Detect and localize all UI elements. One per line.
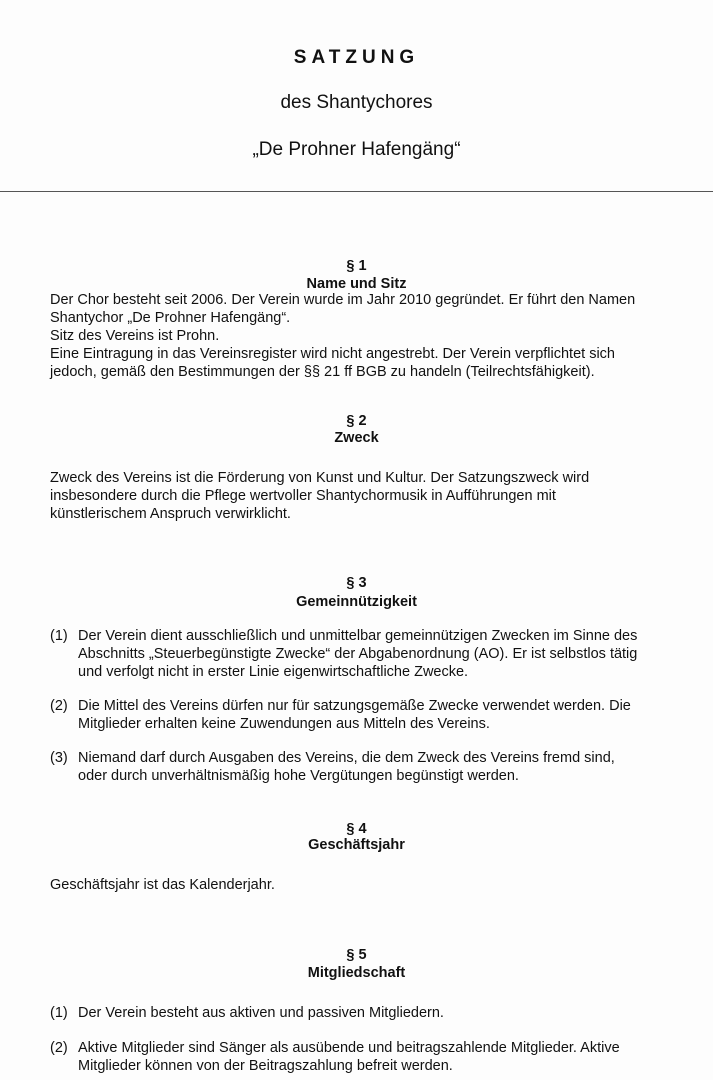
section-2-heading: Zweck (334, 430, 379, 446)
text-line: jedoch, gemäß den Bestimmungen der §§ 21 ff BGB zu handeln (Teilrechtsfähigkeit). (50, 364, 595, 380)
section-1-text (50, 291, 690, 381)
item-number: (1) (50, 1005, 68, 1021)
section-3-item-2 (50, 697, 690, 733)
text-line: Shantychor „De Prohner Hafengäng“. (50, 310, 291, 326)
section-2-number: § 2 (346, 413, 367, 429)
text-line: Zweck des Vereins ist die Förderung von Kunst und Kultur. Der Satzungszweck wird (50, 470, 590, 486)
document-subtitle: des Shantychores (280, 92, 433, 113)
text-line: Der Chor besteht seit 2006. Der Verein wurde im Jahr 2010 gegründet. Er führt den Namen (50, 292, 636, 308)
text-line: künstlerischem Anspruch verwirklicht. (50, 506, 291, 522)
section-1-heading: Name und Sitz (306, 276, 407, 292)
text-line: insbesondere durch die Pflege wertvoller Shantychormusik in Aufführungen mit (50, 488, 556, 504)
section-3-item-3 (50, 749, 690, 785)
section-5-number: § 5 (346, 947, 367, 963)
text-line: Mitglieder erhalten keine Zuwendungen aus Mitteln des Vereins. (78, 716, 490, 732)
text-line: Sitz des Vereins ist Prohn. (50, 328, 220, 344)
choir-name: „De Prohner Hafengäng“ (252, 139, 461, 160)
text-line: Mitglieder können von der Beitragszahlung befreit werden. (78, 1058, 453, 1074)
text-line: Niemand darf durch Ausgaben des Vereins, die dem Zweck des Vereins fremd sind, (78, 750, 615, 766)
section-4-heading: Geschäftsjahr (308, 837, 405, 853)
text-line: Eine Eintragung in das Vereinsregister wird nicht angestrebt. Der Verein verpflichtet sich (50, 346, 615, 362)
text-line: Der Verein dient ausschließlich und unmittelbar gemeinnützigen Zwecken im Sinne des (78, 628, 638, 644)
divider (0, 191, 713, 192)
text-line: Der Verein besteht aus aktiven und passiven Mitgliedern. (78, 1005, 444, 1021)
text-line: Die Mittel des Vereins dürfen nur für satzungsgemäße Zwecke verwendet werden. Die (78, 698, 631, 714)
section-4-text (50, 876, 690, 894)
text-line: Aktive Mitglieder sind Sänger als ausübende und beitragszahlende Mitglieder. Aktive (78, 1040, 620, 1056)
section-5-heading: Mitgliedschaft (307, 965, 406, 981)
text-line: Abschnitts „Steuerbegünstigte Zwecke“ der Abgabenordnung (AO). Er ist selbstlos tätig (78, 646, 638, 662)
section-5-item-2 (50, 1039, 690, 1075)
item-number: (2) (50, 698, 68, 714)
section-1-number: § 1 (346, 258, 367, 274)
text-line: oder durch unverhältnismäßig hohe Vergütungen begünstigt werden. (78, 768, 519, 784)
text-line: und verfolgt nicht in erster Linie eigenwirtschaftliche Zwecke. (78, 664, 469, 680)
section-2-text (50, 469, 690, 523)
text-line: Geschäftsjahr ist das Kalenderjahr. (50, 877, 275, 893)
item-number: (2) (50, 1040, 68, 1056)
item-number: (3) (50, 750, 68, 766)
section-5-item-1 (50, 1004, 690, 1022)
item-number: (1) (50, 628, 68, 644)
document-title: SATZUNG (293, 47, 420, 68)
section-3-item-1 (50, 627, 690, 681)
section-3-heading: Gemeinnützigkeit (296, 594, 417, 610)
section-4-number: § 4 (346, 821, 367, 837)
section-3-number: § 3 (346, 575, 367, 591)
